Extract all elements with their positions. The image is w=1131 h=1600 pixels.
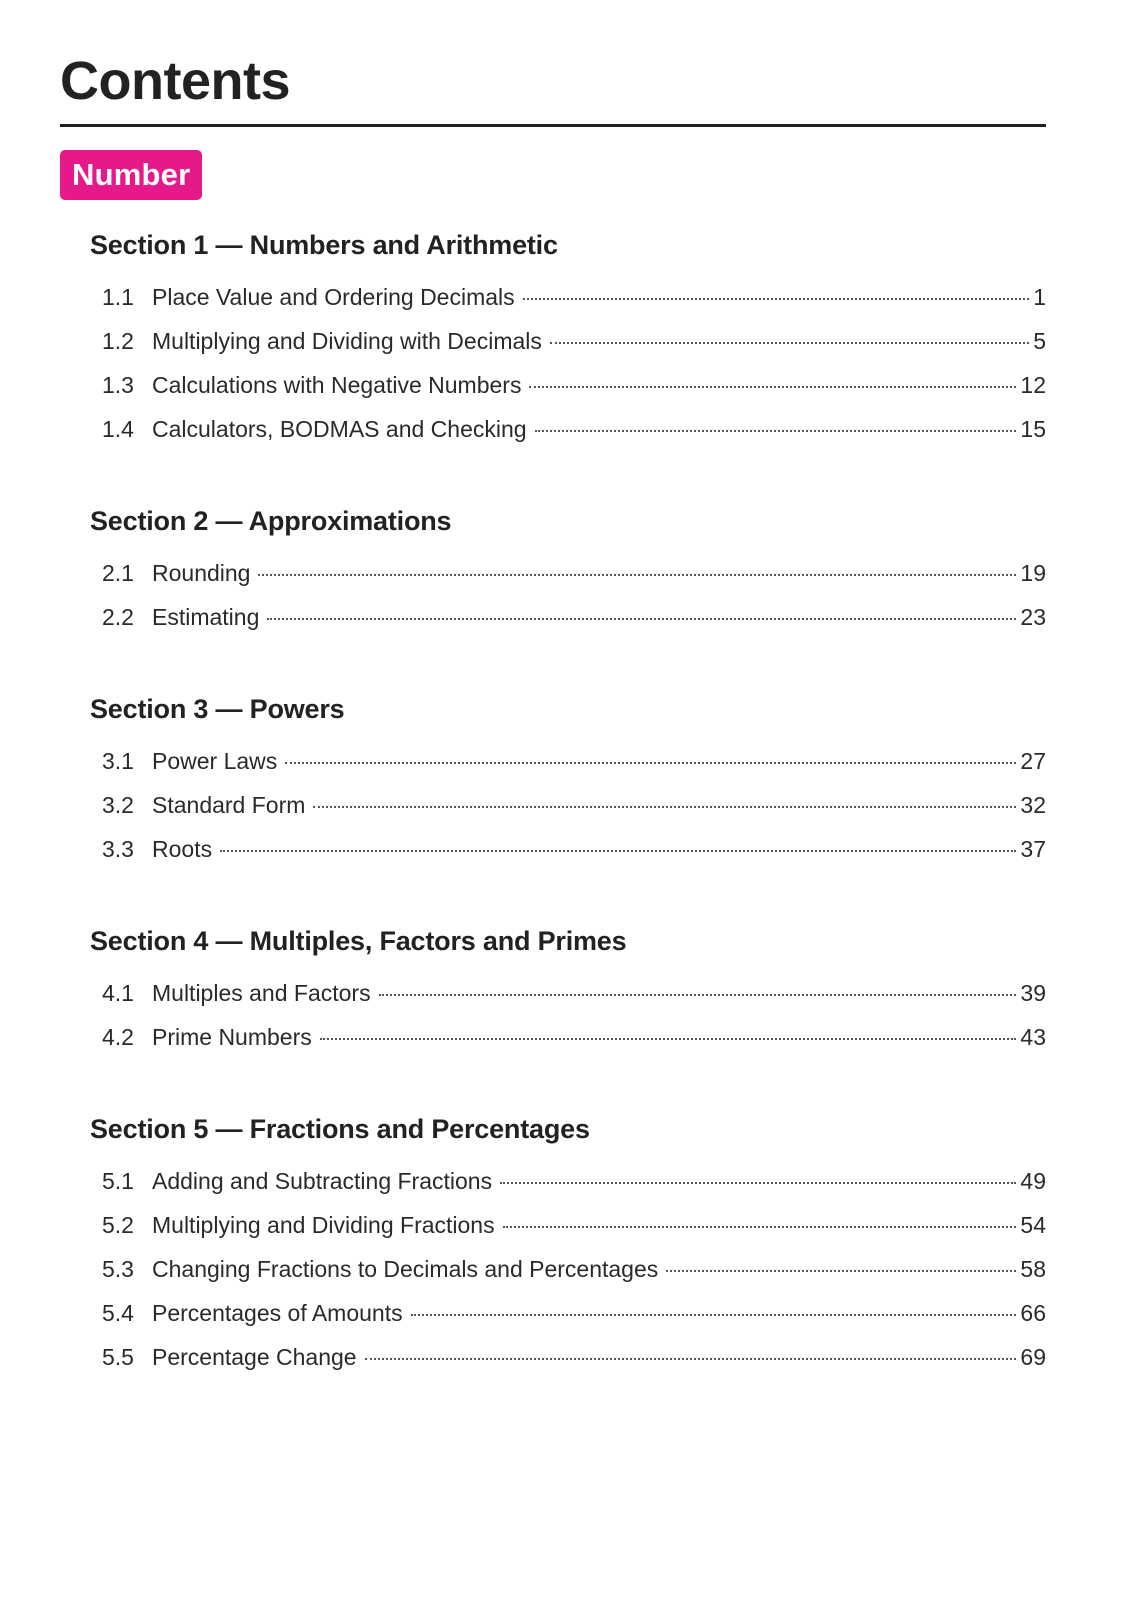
toc-entry[interactable]: [90, 1254, 1046, 1298]
title-divider: [60, 124, 1046, 127]
toc-entry[interactable]: [90, 370, 1046, 414]
toc-entry-number: 1.2: [102, 328, 134, 354]
toc-entry-list: [90, 746, 1046, 878]
dot-leader: [320, 1038, 1017, 1040]
section-heading: Section 3 — Powers: [90, 694, 345, 724]
dot-leader: [365, 1358, 1017, 1360]
dot-leader: [529, 386, 1016, 388]
toc-entry[interactable]: [90, 1166, 1046, 1210]
toc-entry-list: [90, 558, 1046, 646]
dot-leader: [535, 430, 1017, 432]
toc-entry-page: 66: [1020, 1300, 1046, 1326]
toc-entry-page: 19: [1020, 560, 1046, 586]
toc-entry[interactable]: [90, 326, 1046, 370]
toc-entry[interactable]: [90, 414, 1046, 458]
toc-section-2: [90, 504, 1046, 646]
dot-leader: [258, 574, 1016, 576]
toc-section-3: [90, 692, 1046, 878]
toc-entry-number: 4.1: [102, 980, 134, 1006]
toc-entry-list: [90, 282, 1046, 458]
toc-entry[interactable]: [90, 746, 1046, 790]
toc-entry-page: 23: [1020, 604, 1046, 630]
toc-entry[interactable]: [90, 602, 1046, 646]
toc-entry-page: 32: [1020, 792, 1046, 818]
toc-entry-page: 1: [1033, 284, 1046, 310]
toc-entry[interactable]: [90, 1342, 1046, 1386]
toc-entry-title: Standard Form: [152, 792, 306, 818]
toc-entry-title: Roots: [152, 836, 213, 862]
section-heading: Section 1 — Numbers and Arithmetic: [90, 230, 558, 260]
toc-entry[interactable]: [90, 1022, 1046, 1066]
toc-entry-number: 5.4: [102, 1300, 134, 1326]
toc-entry-page: 5: [1033, 328, 1046, 354]
toc-entry-number: 5.3: [102, 1256, 134, 1282]
toc-entry-title: Multiplying and Dividing with Decimals: [152, 328, 542, 354]
toc-entry-number: 1.4: [102, 416, 134, 442]
toc-entry-number: 5.1: [102, 1168, 134, 1194]
toc-entry-title: Adding and Subtracting Fractions: [152, 1168, 493, 1194]
toc-sections: [90, 228, 1046, 1432]
toc-entry-page: 49: [1020, 1168, 1046, 1194]
dot-leader: [379, 994, 1017, 996]
toc-entry-page: 15: [1020, 416, 1046, 442]
dot-leader: [267, 618, 1016, 620]
toc-entry-title: Place Value and Ordering Decimals: [152, 284, 515, 310]
toc-entry-number: 3.3: [102, 836, 134, 862]
dot-leader: [550, 342, 1029, 344]
toc-entry[interactable]: [90, 558, 1046, 602]
toc-section-4: [90, 924, 1046, 1066]
page-title: Contents: [60, 51, 290, 111]
toc-entry-title: Calculators, BODMAS and Checking: [152, 416, 527, 442]
toc-entry[interactable]: [90, 282, 1046, 326]
dot-leader: [313, 806, 1016, 808]
toc-entry-title: Changing Fractions to Decimals and Percentages: [152, 1256, 659, 1282]
section-heading: Section 2 — Approximations: [90, 506, 452, 536]
toc-entry-page: 12: [1020, 372, 1046, 398]
section-heading: Section 4 — Multiples, Factors and Primes: [90, 926, 627, 956]
dot-leader: [523, 298, 1030, 300]
toc-entry-number: 1.1: [102, 284, 134, 310]
part-badge-number: Number: [60, 150, 202, 200]
toc-entry[interactable]: [90, 834, 1046, 878]
dot-leader: [411, 1314, 1017, 1316]
toc-entry-title: Multiplying and Dividing Fractions: [152, 1212, 495, 1238]
toc-entry-number: 5.2: [102, 1212, 134, 1238]
dot-leader: [666, 1270, 1016, 1272]
dot-leader: [220, 850, 1016, 852]
toc-entry-number: 4.2: [102, 1024, 134, 1050]
dot-leader: [500, 1182, 1016, 1184]
toc-section-5: [90, 1112, 1046, 1386]
toc-entry-number: 2.2: [102, 604, 134, 630]
section-heading: Section 5 — Fractions and Percentages: [90, 1114, 590, 1144]
toc-entry-page: 37: [1020, 836, 1046, 862]
toc-entry-title: Power Laws: [152, 748, 278, 774]
toc-entry-number: 3.1: [102, 748, 134, 774]
toc-entry-list: [90, 978, 1046, 1066]
toc-entry-number: 2.1: [102, 560, 134, 586]
toc-entry-page: 58: [1020, 1256, 1046, 1282]
toc-entry-title: Multiples and Factors: [152, 980, 371, 1006]
toc-entry[interactable]: [90, 790, 1046, 834]
toc-entry-title: Rounding: [152, 560, 251, 586]
toc-entry-page: 69: [1020, 1344, 1046, 1370]
toc-entry[interactable]: [90, 978, 1046, 1022]
toc-entry-title: Estimating: [152, 604, 260, 630]
toc-entry-number: 3.2: [102, 792, 134, 818]
toc-entry[interactable]: [90, 1210, 1046, 1254]
toc-entry-title: Percentages of Amounts: [152, 1300, 403, 1326]
toc-entry-title: Prime Numbers: [152, 1024, 312, 1050]
toc-entry-number: 1.3: [102, 372, 134, 398]
dot-leader: [503, 1226, 1017, 1228]
toc-entry-page: 27: [1020, 748, 1046, 774]
toc-entry-list: [90, 1166, 1046, 1386]
toc-entry-title: Percentage Change: [152, 1344, 357, 1370]
toc-entry[interactable]: [90, 1298, 1046, 1342]
toc-entry-page: 43: [1020, 1024, 1046, 1050]
dot-leader: [285, 762, 1016, 764]
toc-section-1: [90, 228, 1046, 458]
toc-entry-title: Calculations with Negative Numbers: [152, 372, 522, 398]
toc-entry-page: 54: [1020, 1212, 1046, 1238]
toc-entry-number: 5.5: [102, 1344, 134, 1370]
toc-entry-page: 39: [1020, 980, 1046, 1006]
